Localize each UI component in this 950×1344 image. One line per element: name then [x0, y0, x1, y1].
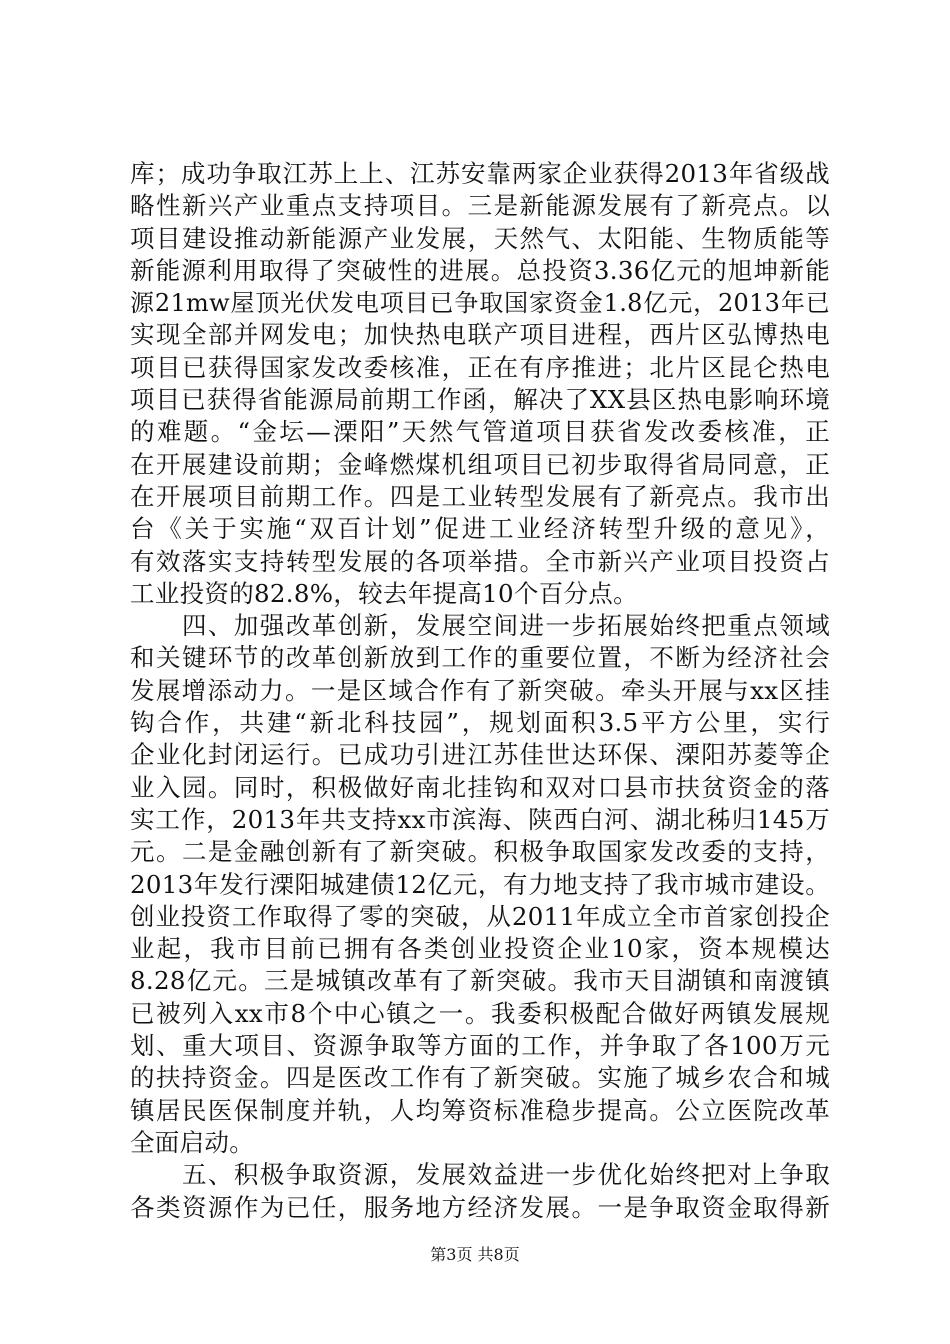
text-line: 项目建设推动新能源产业发展，天然气、太阳能、生物质能等: [130, 223, 830, 253]
text-line: 创业投资工作取得了零的突破，从2011年成立全市首家创投企: [130, 901, 830, 931]
text-line: 和关键环节的改革创新放到工作的重要位置，不断为经济社会: [130, 643, 830, 673]
text-line: 各类资源作为已任，服务地方经济发展。一是争取资金取得新: [130, 1192, 830, 1222]
text-line: 新能源利用取得了突破性的进展。总投资3.36亿元的旭坤新能: [130, 255, 830, 285]
text-line: 实工作，2013年共支持xx市滨海、陕西白河、湖北秭归145万: [130, 804, 830, 834]
text-line: 业入园。同时，积极做好南北挂钩和双对口县市扶贫资金的落: [130, 772, 830, 802]
text-line: 2013年发行溧阳城建债12亿元，有力地支持了我市城市建设。: [130, 869, 830, 899]
text-line: 钩合作，共建“新北科技园”，规划面积3.5平方公里，实行: [130, 708, 830, 738]
text-line: 工业投资的82.8%，较去年提高10个百分点。: [130, 578, 638, 608]
text-line: 库；成功争取江苏上上、江苏安靠两家企业获得2013年省级战: [130, 159, 830, 188]
text-line: 的难题。“金坛—溧阳”天然气管道项目获省发改委核准，正: [130, 417, 830, 447]
page-footer: [0, 1245, 950, 1265]
text-line: 划、重大项目、资源争取等方面的工作，并争取了各100万元: [130, 1031, 830, 1061]
text-line: 略性新兴产业重点支持项目。三是新能源发展有了新亮点。以: [130, 191, 830, 221]
body-text: [130, 158, 830, 1224]
text-line: 五、积极争取资源，发展效益进一步优化始终把对上争取: [130, 1160, 830, 1190]
text-line: 在开展项目前期工作。四是工业转型发展有了新亮点。我市出: [130, 481, 830, 511]
text-line: 业起，我市目前已拥有各类创业投资企业10家，资本规模达: [130, 934, 830, 964]
text-line: 在开展建设前期；金峰燃煤机组项目已初步取得省局同意，正: [130, 449, 830, 479]
text-line: 台《关于实施“双百计划”促进工业经济转型升级的意见》，: [130, 514, 830, 544]
text-line: 四、加强改革创新，发展空间进一步拓展始终把重点领域: [130, 611, 830, 641]
text-line: 元。二是金融创新有了新突破。积极争取国家发改委的支持，: [130, 837, 830, 867]
text-line: 镇居民医保制度并轨，人均筹资标准稳步提高。公立医院改革: [130, 1095, 830, 1125]
text-line: 已被列入xx市8个中心镇之一。我委积极配合做好两镇发展规: [130, 998, 830, 1028]
page-number-label: 第3页 共8页: [430, 1245, 520, 1264]
text-line: 的扶持资金。四是医改工作有了新突破。实施了城乡农合和城: [130, 1063, 830, 1093]
text-line: 项目已获得国家发改委核准，正在有序推进；北片区昆仑热电: [130, 352, 830, 382]
text-line: 全面启动。: [130, 1127, 254, 1157]
text-line: 源21mw屋顶光伏发电项目已争取国家资金1.8亿元，2013年已: [130, 289, 830, 318]
text-line: 有效落实支持转型发展的各项举措。全市新兴产业项目投资占: [130, 546, 830, 576]
text-line: 发展增添动力。一是区域合作有了新突破。牵头开展与xx区挂: [130, 675, 830, 705]
text-line: 实现全部并网发电；加快热电联产项目进程，西片区弘博热电: [130, 320, 830, 350]
text-line: 8.28亿元。三是城镇改革有了新突破。我市天目湖镇和南渡镇: [130, 966, 830, 996]
text-line: 项目已获得省能源局前期工作函，解决了XX县区热电影响环境: [130, 385, 830, 415]
text-line: 企业化封闭运行。已成功引进江苏佳世达环保、溧阳苏菱等企: [130, 740, 830, 770]
